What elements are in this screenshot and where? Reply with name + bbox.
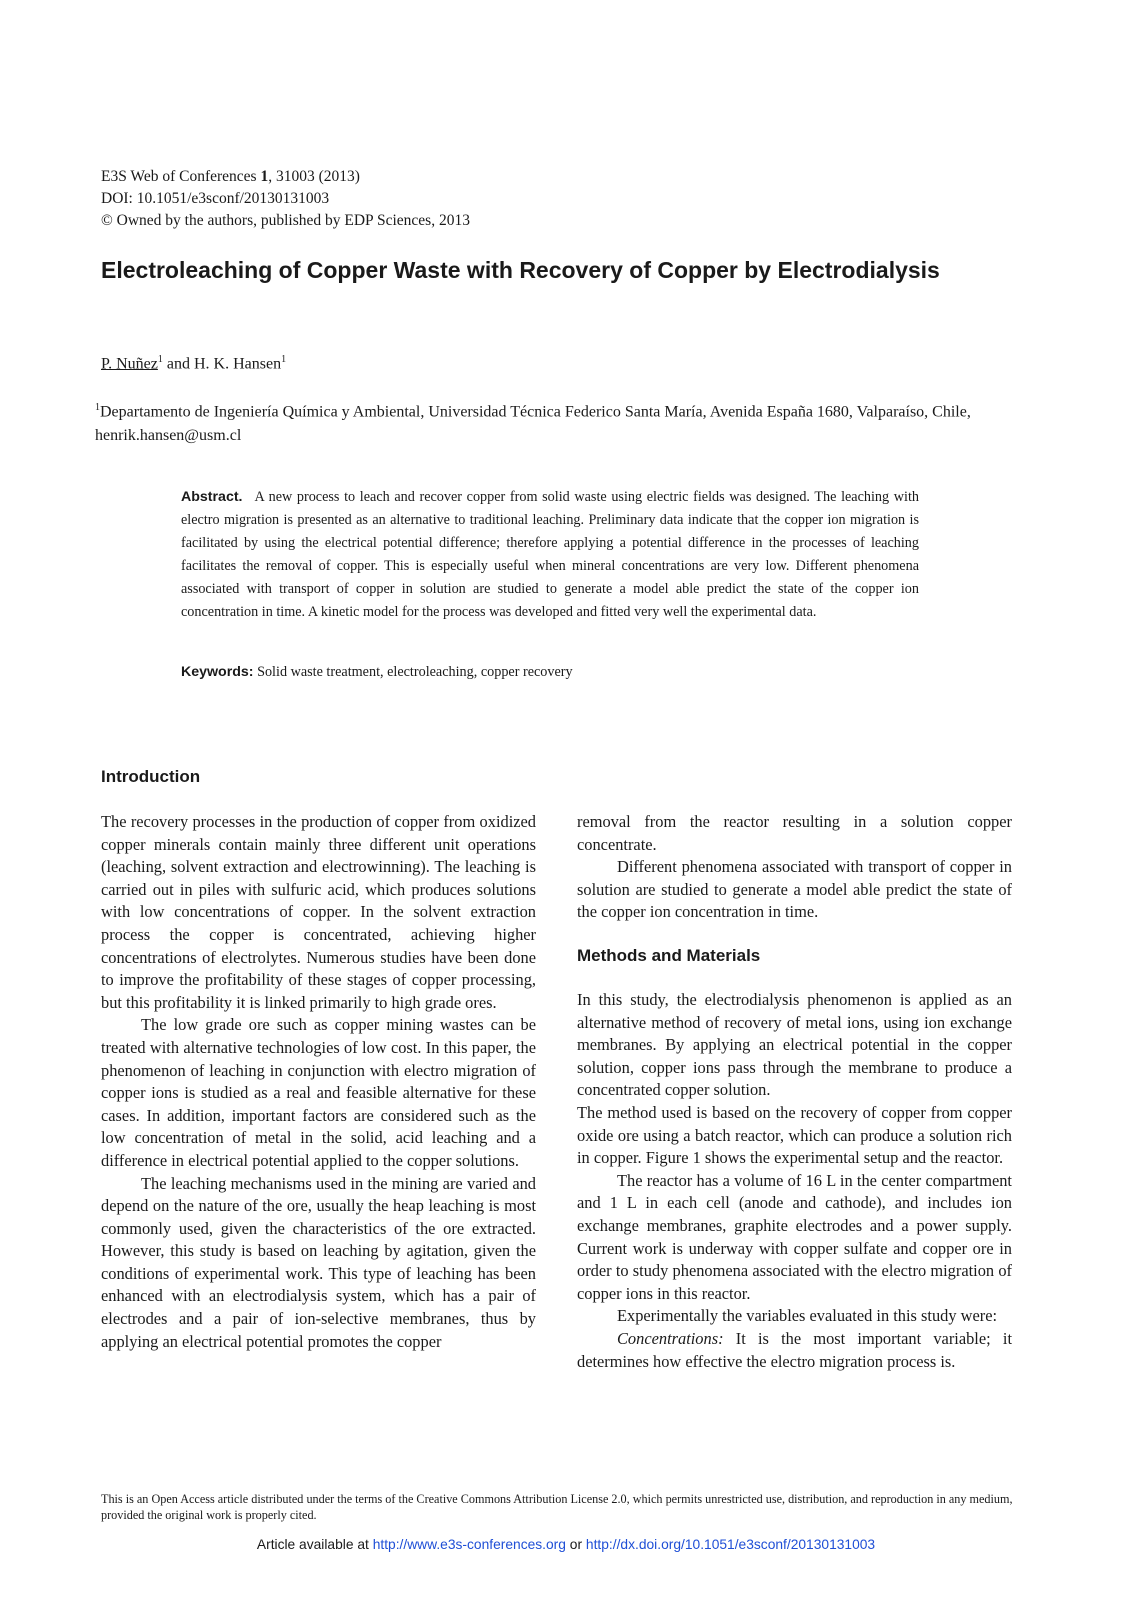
right-column-intro — [577, 811, 1012, 924]
paragraph: The low grade ore such as copper mining wastes can be treated with alternative technologies of low cost. In this paper, the phenomenon of leaching in conjunction with electro migration of copper ions is studied as a real and feasible alternative for these cases. In addition, important factors are considered such as the low concentration of metal in the solid, acid leaching and a difference in electrical potential applied to the copper solutions. — [101, 1015, 536, 1170]
paragraph: In this study, the electrodialysis phenomenon is applied as an alternative method of recovery of metal ions, using ion exchange membranes. By applying an electrical potential in the copper solution, copper ions pass through the membrane to produce a concentrated copper solution. — [577, 990, 1012, 1100]
right-column-methods — [577, 989, 1012, 1373]
paper-title: Electroleaching of Copper Waste with Recovery of Copper by Electrodialysis — [101, 257, 940, 283]
copyright-line: © Owned by the authors, published by EDP Sciences, 2013 — [101, 212, 470, 229]
paragraph: The leaching mechanisms used in the mining are varied and depend on the nature of the ore, usually the heap leaching is most commonly used, given the characteristics of the ore extracted. However, this study is based on leaching by agitation, given the conditions of experimental work. This type of leaching has been enhanced with an electrodialysis system, which has a pair of electrodes and a pair of ion-selective membranes, thus by applying an electrical potential promotes the copper — [101, 1173, 536, 1351]
paragraph: Different phenomena associated with transport of copper in solution are studied to generate a model able predict the state of the copper ion concentration in time. — [577, 857, 1012, 922]
section-heading-introduction: Introduction — [101, 767, 201, 786]
affiliation: $^1$Departamento de Ingeniería Química y Ambiental, Universidad Técnica Federico Santa María, Avenida España 1680, Valparaíso, Chile, henrik.hansen@usm.cl — [95, 402, 971, 445]
paragraph: Concentrations: It is the most important variable; it determines how effective the electro migration process is. — [577, 1328, 1012, 1371]
keywords-text: Solid waste treatment, electroleaching, copper recovery — [253, 664, 573, 680]
paragraph: removal from the reactor resulting in a solution copper concentrate. — [577, 812, 1012, 854]
abstract-text: A new process to leach and recover copper from solid waste using electric fields was designed. The leaching with electro migration is presented as an alternative to traditional leaching. Preliminary data indicate that the copper ion migration is facilitated by using the electrical potential difference; therefore applying a potential difference in the processes of leaching facilitates the removal of copper. This is especially useful when mineral concentrations are very low. Different phenomena associated with transport of copper in solution are studied to generate a model able predict the state of the copper ion concentration in time. A kinetic model for the process was developed and fitted very well the experimental data. — [181, 489, 919, 620]
abstract-label: Abstract. — [181, 489, 243, 505]
paragraph: The reactor has a volume of 16 L in the center compartment and 1 L in each cell (anode and cathode), and includes ion exchange membranes, graphite electrodes and a power supply. Current work is underway with copper sulfate and copper ore in order to study phenomena associated with the electro migration of copper ions in this reactor. — [577, 1170, 1012, 1303]
keywords — [181, 664, 573, 681]
paragraph: The method used is based on the recovery of copper from copper oxide ore using a batch reactor, which can produce a solution rich in copper. Figure 1 shows the experimental setup and the reactor. — [577, 1102, 1012, 1168]
license-note: This is an Open Access article distributed under the terms of the Creative Commons Attribution License 2.0, which permits unrestricted use, distribution, and reproduction in any medium, provided the original work is properly cited. — [101, 1492, 1013, 1522]
conference-site-link[interactable]: http://www.e3s-conferences.org — [372, 1537, 566, 1552]
paragraph: The recovery processes in the production of copper from oxidized copper minerals contain mainly three different unit operations (leaching, solvent extraction and electrowinning). The leaching is carried out in piles with sulfuric acid, which produces solutions with low concentrations of copper. In the solvent extraction process the copper is concentrated, achieving higher concentrations of electrolytes. Numerous studies have been done to improve the profitability of these stages of copper processing, but this profitability it is linked primarily to high grade ores. — [101, 812, 536, 1012]
authors-line: P. Nuñez$^1$ and H. K. Hansen$^1$ — [101, 354, 287, 373]
doi-line: DOI: 10.1051/e3sconf/20130131003 — [101, 190, 330, 207]
journal-header — [101, 166, 470, 232]
article-availability: Article available at http://www.e3s-conferences.org or http://dx.doi.org/10.1051/e3sconf/20130131003 — [256, 1537, 876, 1552]
journal-citation: E3S Web of Conferences 1, 31003 (2013) — [101, 168, 360, 185]
left-column — [101, 811, 536, 1353]
paragraph: Experimentally the variables evaluated in this study were: — [617, 1306, 998, 1326]
author-link[interactable]: P. Nuñez — [101, 355, 158, 373]
doi-link[interactable]: http://dx.doi.org/10.1051/e3sconf/20130131003 — [585, 1537, 876, 1552]
section-heading-methods: Methods and Materials — [577, 946, 761, 965]
abstract — [181, 486, 919, 624]
keywords-label: Keywords: — [181, 664, 254, 680]
